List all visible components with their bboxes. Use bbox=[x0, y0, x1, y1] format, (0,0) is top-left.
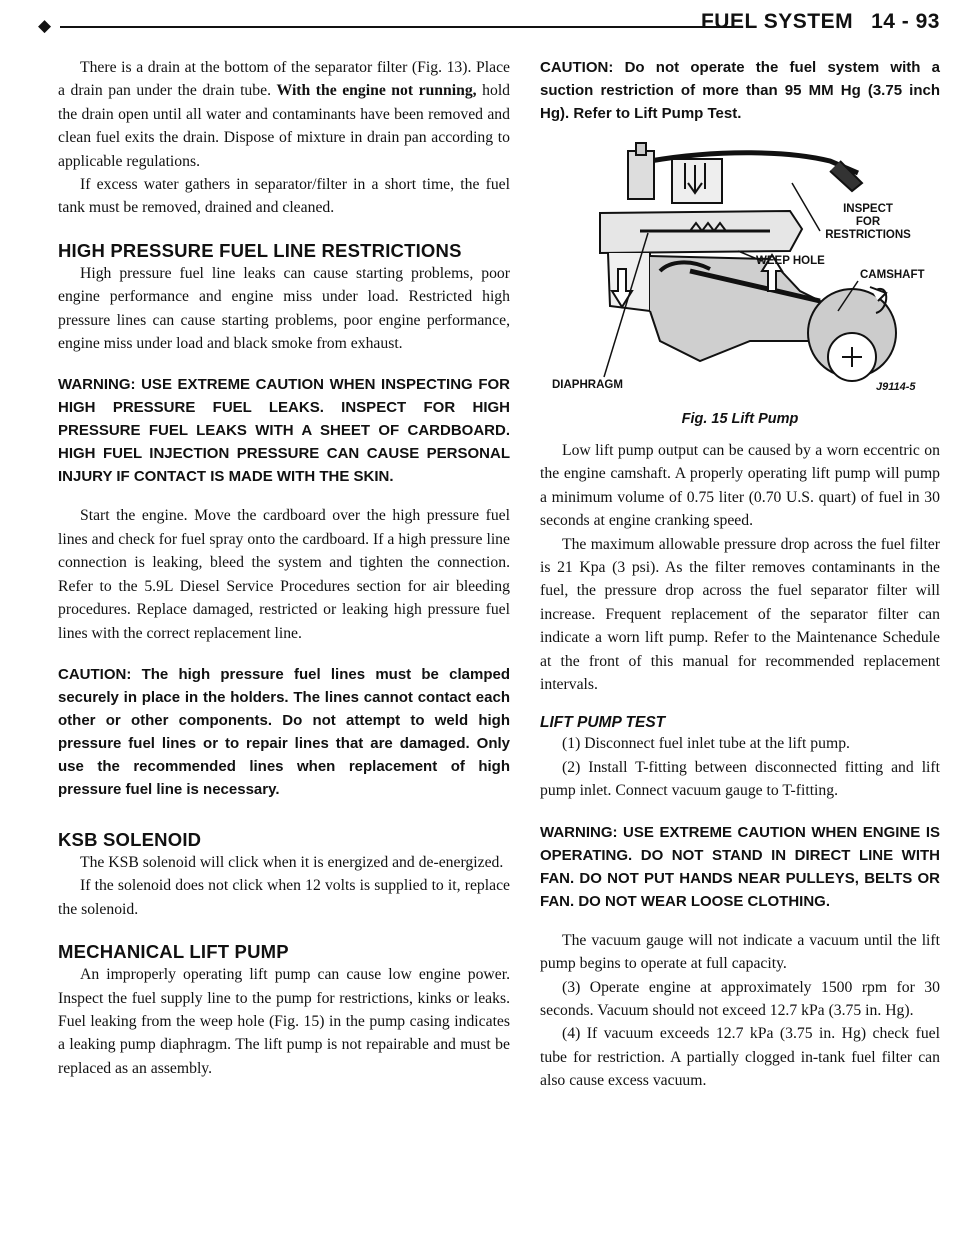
lift-pump-figure bbox=[540, 141, 940, 399]
paragraph-high-pressure: High pressure fuel line leaks can cause starting problems, poor engine performance and engine miss under load. Restricted high pressure lines can cause starting problems, poor engine performance, engine miss under load and black smoke from exhaust. bbox=[58, 264, 510, 353]
label-weep-hole: WEEP HOLE bbox=[756, 255, 825, 267]
paragraph-vacuum-gauge: The vacuum gauge will not indicate a vacuum until the lift pump begins to operate at full capacity. bbox=[540, 931, 940, 973]
label-inspect-for-restrictions: INSPECT FOR RESTRICTIONS bbox=[825, 203, 911, 241]
right-column bbox=[540, 56, 940, 1093]
paragraph-ksb-click: The KSB solenoid will click when it is energized and de-energized. bbox=[80, 853, 504, 871]
heading-mech-lift-pump: MECHANICAL LIFT PUMP bbox=[58, 941, 289, 963]
paragraph-pressure-drop: The maximum allowable pressure drop across the fuel filter is 21 Kpa (3 psi). As the filter removes contaminants in the fuel, the pressure drop across the fuel separator filter will increase. Frequent replacement of the separator filter can indicate a worn lift pump. Refer to the Maintenance Schedule at the front of this manual for recommended replacement intervals. bbox=[540, 535, 940, 694]
caution-clamped: CAUTION: The high pressure fuel lines must be clamped securely in place in the holders. The lines cannot contact each other or other components. Do not attempt to weld high pressure fuel lines or to repair lines that are damaged. Only use the recommended lines when replacement of high pressure fuel line is necessary. bbox=[58, 665, 510, 798]
paragraph-lift-pump: An improperly operating lift pump can cause low engine power. Inspect the fuel supply line to the pump for restrictions, kinks or leaks. Fuel leaking from the weep hole (Fig. 15) in the pump casing indicates a leaking pump diaphragm. The lift pump is not repairable and must be replaced as an assembly. bbox=[58, 966, 510, 1077]
diamond-icon: ◆ bbox=[38, 16, 52, 35]
heading-ksb: KSB SOLENOID bbox=[58, 828, 202, 850]
paragraph-cardboard: Start the engine. Move the cardboard over the high pressure fuel lines and check for fuel spray onto the cardboard. If a high pressure line connection is leaking, bleed the system and tighten the connection. Refer to the 5.9L Diesel Service Procedures section for air bleeding procedures. Replace damaged, restricted or leaking high pressure fuel lines with the correct replacement line. bbox=[58, 507, 510, 642]
paragraph-drain: There is a drain at the bottom of the separator filter (Fig. 13). Place a drain pan under the drain tube. With the engine not running, hold the drain open until all water and contaminants have been removed and clean fuel exits the drain. Dispose of mixture in drain pan according to applicable regulations. bbox=[58, 59, 511, 170]
heading-high-pressure: HIGH PRESSURE FUEL LINE RESTRICTIONS bbox=[58, 239, 462, 261]
caution-suction: CAUTION: Do not operate the fuel system with a suction restriction of more than 95 MM Hg (3.75 inch Hg). Refer to Lift Pump Test. bbox=[540, 59, 940, 122]
page-header bbox=[38, 8, 940, 40]
paragraph-ksb-replace: If the solenoid does not click when 12 volts is supplied to it, replace the solenoid. bbox=[58, 877, 510, 918]
figure-caption: Fig. 15 Lift Pump bbox=[681, 411, 799, 427]
section-title: FUEL SYSTEM bbox=[700, 10, 854, 33]
left-column bbox=[58, 56, 510, 1080]
page-number: 14 - 93 bbox=[871, 10, 940, 33]
paragraph-excess-water: If excess water gathers in separator/filter in a short time, the fuel tank must be removed, drained and cleaned. bbox=[58, 176, 510, 217]
paragraph-low-output: Low lift pump output can be caused by a worn eccentric on the engine camshaft. A properly operating lift pump will pump a minimum volume of 0.75 liter (0.70 U.S. quart) of fuel in 30 seconds at engine cranking speed. bbox=[540, 442, 940, 530]
figure-id: J9114-5 bbox=[876, 381, 916, 393]
warning-inspecting: WARNING: USE EXTREME CAUTION WHEN INSPECTING FOR HIGH PRESSURE FUEL LEAKS. INSPECT FOR HIGH PRESSURE FUEL LEAKS WITH A SHEET OF CARDBOARD. HIGH FUEL INJECTION PRESSURE CAN CAUSE PERSONAL INJURY IF CONTACT IS MADE WITH THE SKIN. bbox=[58, 376, 510, 486]
header-rule bbox=[60, 26, 742, 28]
label-diaphragm: DIAPHRAGM bbox=[552, 379, 623, 391]
step-4: (4) If vacuum exceeds 12.7 kPa (3.75 in. Hg) check fuel tube for restriction. A partially clogged in-tank fuel filter can also cause excess vacuum. bbox=[540, 1025, 940, 1090]
running-head bbox=[701, 10, 940, 34]
heading-lift-pump-test: LIFT PUMP TEST bbox=[540, 714, 666, 732]
step-3: (3) Operate engine at approximately 1500 rpm for 30 seconds. Vacuum should not exceed 12.7 kPa (3.75 in. Hg). bbox=[540, 978, 940, 1019]
label-camshaft: CAMSHAFT bbox=[860, 269, 925, 281]
step-2: (2) Install T-fitting between disconnected fitting and lift pump inlet. Connect vacuum gauge to T-fitting. bbox=[540, 758, 940, 800]
step-1: (1) Disconnect fuel inlet tube at the lift pump. bbox=[562, 735, 850, 753]
warning-engine-operating: WARNING: USE EXTREME CAUTION WHEN ENGINE IS OPERATING. DO NOT STAND IN DIRECT LINE WITH FAN. DO NOT PUT HANDS NEAR PULLEYS, BELTS OR FAN. DO NOT WEAR LOOSE CLOTHING. bbox=[540, 823, 940, 910]
